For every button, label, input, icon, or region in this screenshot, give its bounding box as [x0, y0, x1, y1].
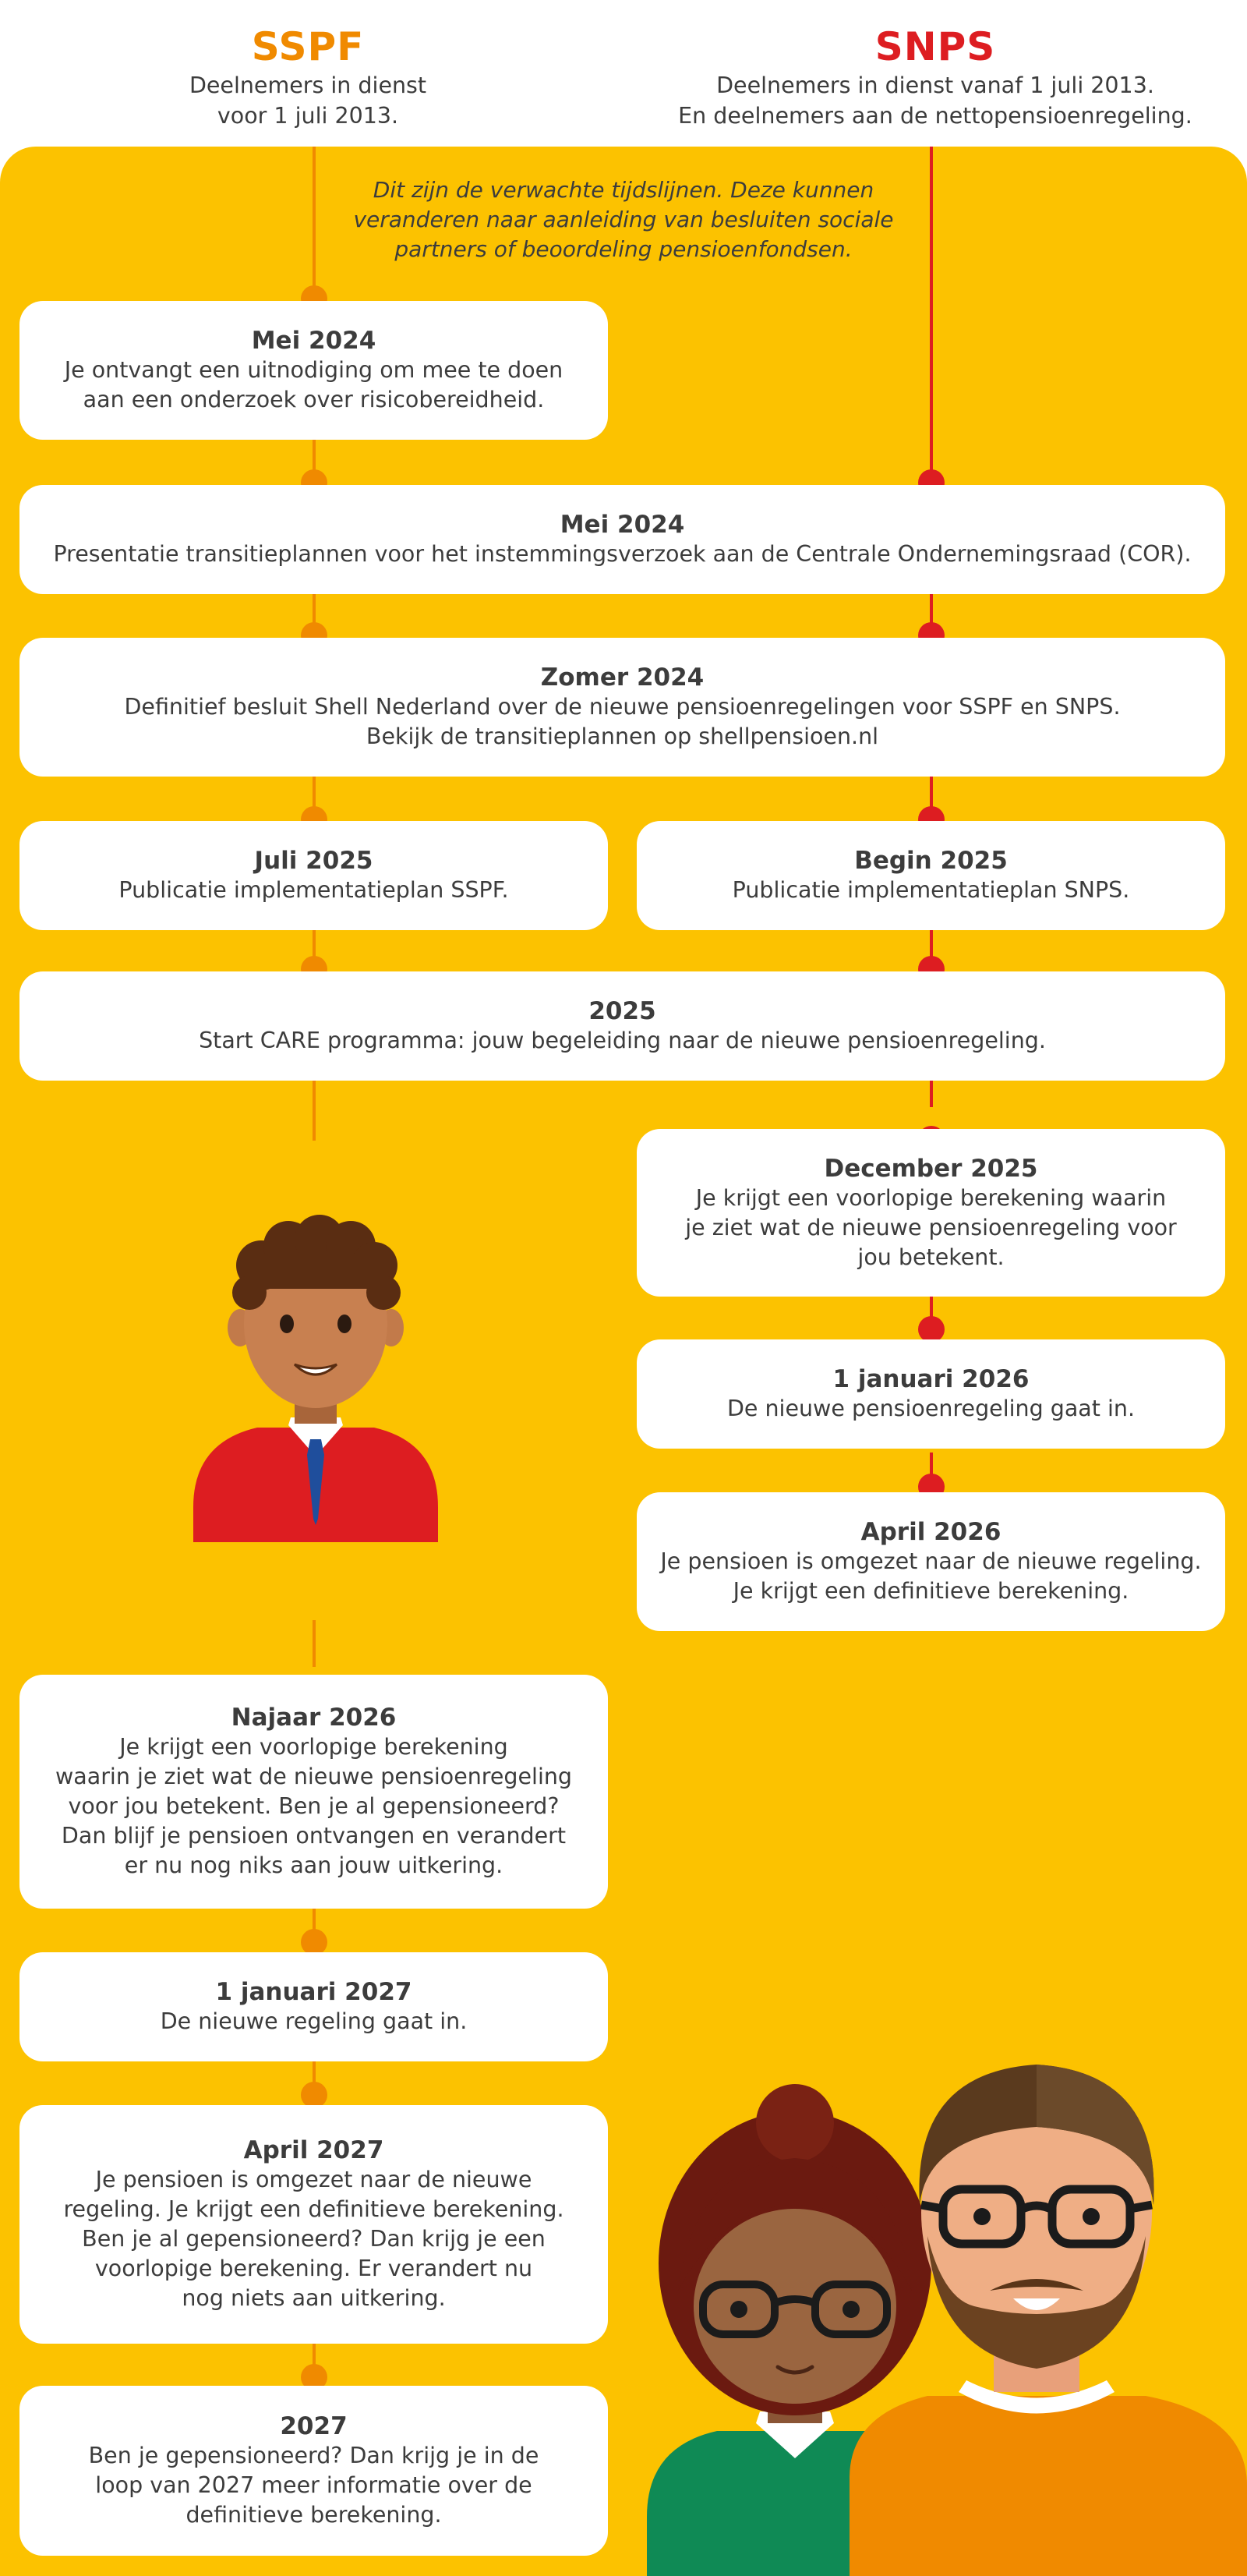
- event-card-snps-1-januari-2026: [637, 1339, 1225, 1449]
- event-card-snps-april-2026: [637, 1492, 1225, 1631]
- event-date: December 2025: [824, 1154, 1038, 1183]
- event-description: Je krijgt een voorlopige berekening waarin je ziet wat de nieuwe pensioenregeling voor jou betekent.: [685, 1184, 1177, 1270]
- event-card-sspf-2027: [19, 2386, 608, 2556]
- event-date: April 2026: [860, 1518, 1001, 1546]
- event-date: 1 januari 2027: [215, 1978, 412, 2006]
- event-date: Juli 2025: [254, 847, 373, 875]
- event-description: Definitief besluit Shell Nederland over de nieuwe pensioenregelingen voor SSPF en SNPS. Bekijk de transitieplannen op shellpensioen.nl: [124, 694, 1121, 749]
- event-description: Je pensioen is omgezet naar de nieuwe regeling. Je krijgt een definitieve berekening. Ben je al gepensioneerd? Dan krijg je een voorlopige berekening. Er verandert nu nog niets aan uitkering.: [63, 2167, 564, 2311]
- event-date: 1 januari 2026: [832, 1365, 1030, 1393]
- snps-timeline-dot: [918, 1316, 945, 1343]
- event-date: Mei 2024: [251, 327, 376, 355]
- event-card-zomer-2024: [19, 638, 1225, 777]
- event-card-sspf-april-2027: [19, 2105, 608, 2344]
- sspf-timeline-line: [313, 1072, 316, 1141]
- sspf-title: SSPF: [251, 24, 365, 69]
- event-date: 2027: [280, 2412, 348, 2440]
- event-card-sspf-mei-2024: [19, 301, 608, 440]
- sspf-column-header: [152, 23, 464, 131]
- timeline-panel: [0, 147, 1247, 2576]
- event-card-snps-begin-2025: [637, 821, 1225, 930]
- sspf-timeline-dot: [301, 2082, 327, 2108]
- sspf-subtitle: Deelnemers in dienst voor 1 juli 2013.: [189, 73, 427, 129]
- bearded-man-illustration: [803, 1979, 1247, 2576]
- snps-title: SNPS: [874, 24, 996, 69]
- young-man-illustration: [187, 1191, 444, 1542]
- snps-subtitle: Deelnemers in dienst vanaf 1 juli 2013. En deelnemers aan de nettopensioenregeling.: [678, 73, 1192, 129]
- event-card-2025: [19, 971, 1225, 1081]
- snps-column-header: [639, 23, 1231, 131]
- sspf-timeline-line: [313, 1620, 316, 1667]
- event-card-mei-2024: [19, 485, 1225, 594]
- event-date: Mei 2024: [560, 511, 685, 539]
- event-description: De nieuwe regeling gaat in.: [160, 2008, 468, 2034]
- event-date: Zomer 2024: [540, 663, 705, 692]
- event-date: Begin 2025: [854, 847, 1008, 875]
- event-description: Presentatie transitieplannen voor het instemmingsverzoek aan de Centrale Ondernemingsraad (COR).: [53, 541, 1192, 567]
- event-description: Je ontvangt een uitnodiging om mee te doen aan een onderzoek over risicobereidheid.: [64, 357, 563, 412]
- event-description: De nieuwe pensioenregeling gaat in.: [726, 1396, 1136, 1421]
- sspf-timeline-dot: [301, 1929, 327, 1955]
- event-description: Publicatie implementatieplan SNPS.: [732, 877, 1130, 903]
- event-date: April 2027: [243, 2136, 384, 2164]
- event-description: Publicatie implementatieplan SSPF.: [118, 877, 509, 903]
- event-card-sspf-juli-2025: [19, 821, 608, 930]
- timeline-intro-note: Dit zijn de verwachte tijdslijnen. Deze kunnen veranderen naar aanleiding van besluiten sociale partners of beoordeling pensioenfondsen.: [353, 177, 894, 262]
- event-description: Ben je gepensioneerd? Dan krijg je in de loop van 2027 meer informatie over de definitieve berekening.: [88, 2443, 539, 2528]
- event-card-snps-december-2025: [637, 1129, 1225, 1297]
- event-description: Je krijgt een voorlopige berekening waarin je ziet wat de nieuwe pensioenregeling voor jou betekent. Ben je al gepensioneerd? Dan blijf je pensioen ontvangen en verandert er nu nog niks aan jouw uitkering.: [55, 1734, 573, 1878]
- event-card-sspf-najaar-2026: [19, 1675, 608, 1909]
- event-description: Je pensioen is omgezet naar de nieuwe regeling. Je krijgt een definitieve berekening.: [660, 1548, 1202, 1604]
- event-description: Start CARE programma: jouw begeleiding naar de nieuwe pensioenregeling.: [199, 1028, 1046, 1053]
- event-date: Najaar 2026: [231, 1704, 397, 1732]
- event-card-sspf-1-januari-2027: [19, 1952, 608, 2061]
- event-date: 2025: [588, 997, 656, 1025]
